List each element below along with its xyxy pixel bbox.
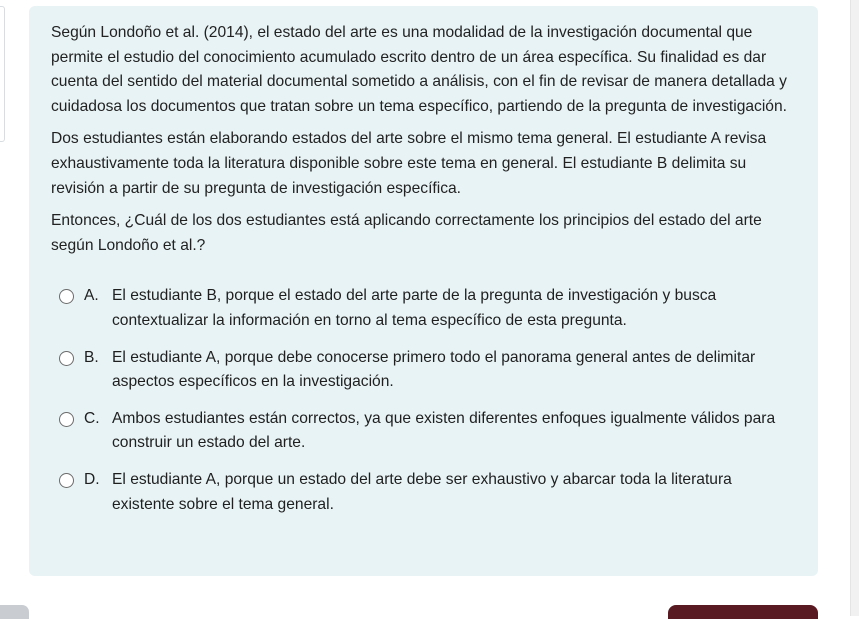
scrollbar[interactable] xyxy=(850,0,859,616)
radio-option-a[interactable] xyxy=(59,289,74,304)
option-b[interactable] xyxy=(51,346,796,395)
option-text: El estudiante B, porque el estado del arte parte de la pregunta de investigación y busca contextualizar la información en torno al tema específico de esta pregunta. xyxy=(112,287,717,329)
option-letter: C. xyxy=(84,409,100,427)
radio-option-d[interactable] xyxy=(59,473,74,488)
question-prompt: Entonces, ¿Cuál de los dos estudiantes está aplicando correctamente los principios del estado del arte según Londoño et al.? xyxy=(51,212,762,254)
next-button[interactable] xyxy=(668,605,818,619)
question-stem xyxy=(51,21,796,258)
option-letter: A. xyxy=(84,287,99,305)
option-letter: D. xyxy=(84,470,100,488)
context-paragraph: Según Londoño et al. (2014), el estado del arte es una modalidad de la investigación documental que permite el estudio del conocimiento acumulado escrito dentro de un área específica. Su finalidad es dar cuenta del sentido del material documental sometido a análisis, con el fin de revisar de manera detallada y cuidadosa los documentos que tratan sobre un tema específico, partiendo de la pregunta de investigación. xyxy=(51,24,787,115)
option-text: El estudiante A, porque un estado del arte debe ser exhaustivo y abarcar toda la literatura existente sobre el tema general. xyxy=(112,470,732,513)
option-d[interactable] xyxy=(51,468,796,517)
radio-option-b[interactable] xyxy=(59,351,74,366)
option-text: El estudiante A, porque debe conocerse primero todo el panorama general antes de delimitar aspectos específicos en la investigación. xyxy=(112,348,756,391)
answer-options xyxy=(51,284,796,517)
option-text: Ambos estudiantes están correctos, ya que existen diferentes enfoques igualmente válidos para construir un estado del arte. xyxy=(112,409,776,452)
previous-panel-edge xyxy=(0,6,5,142)
scenario-paragraph: Dos estudiantes están elaborando estados del arte sobre el mismo tema general. El estudiante A revisa exhaustivamente toda la literatura disponible sobre este tema en general. El estudiante B delimita su revisión a partir de su pregunta de investigación específica. xyxy=(51,130,767,197)
question-card xyxy=(29,6,818,576)
option-a[interactable] xyxy=(51,284,796,333)
option-letter: B. xyxy=(84,348,99,366)
radio-option-c[interactable] xyxy=(59,412,74,427)
option-c[interactable] xyxy=(51,407,796,456)
previous-button[interactable] xyxy=(0,605,29,619)
